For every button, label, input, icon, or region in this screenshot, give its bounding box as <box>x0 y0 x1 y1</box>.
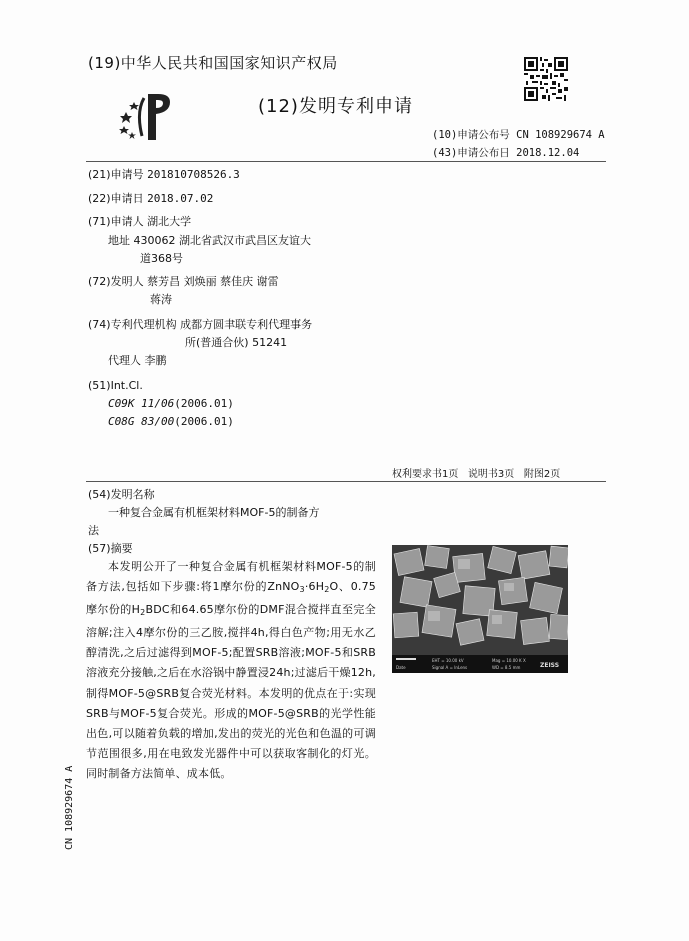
agent-label: 代理人 <box>108 354 141 367</box>
drawings-pages: 附图2页 <box>523 469 561 480</box>
abstract-part-4: BDC和64.65摩尔份的DMF混合搅拌直至完全溶解;注入4摩尔份的三乙胺,搅拌4h,得白色产物;用无水乙醇清洗,之后过滤得到MOF-5;配置SRB溶液;MOF-5和SRB溶液充分接触,之后在水浴锅中静置浸24h;过滤后干燥12h,制得MOF-5@SRB复合荧光材料。本发明的优点在于:实现SRB与MOF-5复合荧光。形成的MOF-5@SRB的光学性能出色,可以随着负载的增加,发出的荧光的光色和色温的可调节范围很多,用在电致发光器件中可以获取客制化的灯光。同时制备方法简单、成本低。 <box>86 603 376 780</box>
claims-pages: 权利要求书1页 <box>392 469 459 480</box>
agent: 李鹏 <box>144 354 167 367</box>
description-pages: 说明书3页 <box>467 469 515 480</box>
subscript-2b: 2 <box>140 608 146 618</box>
invention-title-line-2: 法 <box>88 524 99 537</box>
document-type: (12)发明专利申请 <box>258 96 413 117</box>
ipc-row-1 <box>108 395 234 413</box>
patent-office-title: (19)中华人民共和国国家知识产权局 <box>88 54 338 72</box>
ipc-year-1: (2006.01) <box>174 397 234 410</box>
address-line-1: 430062 湖北省武汉市武昌区友谊大 <box>133 234 311 247</box>
header-divider <box>86 161 606 162</box>
inventors-line-2: 蒋涛 <box>150 293 172 306</box>
qr-code-icon <box>524 57 568 101</box>
ipc-code-1: C09K 11/06 <box>108 397 175 410</box>
agency-line-1: 成都方圆聿联专利代理事务 <box>180 318 313 331</box>
inventors-label: (72)发明人 <box>88 275 144 288</box>
abstract-label: (57)摘要 <box>88 542 133 555</box>
sem-micrograph <box>392 545 568 673</box>
address-row <box>108 232 311 250</box>
agent-row <box>108 352 167 370</box>
abstract-part-3: O、0.75摩尔份的H <box>86 580 376 617</box>
publication-date-label: (43)申请公布日 <box>432 147 510 159</box>
invention-title-label: (54)发明名称 <box>88 488 155 501</box>
application-number: 201810708526.3 <box>147 168 240 181</box>
ipc-code-2: C08G 83/00 <box>108 415 175 428</box>
publication-date: 2018.12.04 <box>516 147 580 159</box>
ipc-row-2 <box>108 413 234 431</box>
address-label: 地址 <box>108 234 130 247</box>
application-date: 2018.07.02 <box>147 192 214 205</box>
application-date-row <box>88 190 213 208</box>
abstract-part-1: 本发明公开了一种复合金属有机框架材料MOF-5的制备方法,包括如下步骤:将1摩尔份的ZnNO <box>86 560 376 594</box>
applicant-row <box>88 213 191 231</box>
sem-caption-1: EHT = 10.00 kV <box>432 658 464 663</box>
side-publication-number: CN 108929674 A <box>64 765 75 850</box>
subscript-2a: 2 <box>324 585 330 595</box>
cnipa-logo <box>118 88 180 146</box>
application-date-label: (22)申请日 <box>88 192 144 205</box>
application-number-label: (21)申请号 <box>88 168 144 181</box>
subscript-3: 3 <box>299 585 305 595</box>
ipc-year-2: (2006.01) <box>174 415 234 428</box>
inventors-line-1: 蔡芳昌 刘焕丽 蔡佳庆 谢雷 <box>147 275 279 288</box>
sem-logo-mark: ZEISS <box>540 662 560 669</box>
agency-label: (74)专利代理机构 <box>88 318 177 331</box>
invention-title-line-1: 一种复合金属有机框架材料MOF-5的制备方 <box>108 506 320 519</box>
agency-line-2: 所(普通合伙) 51241 <box>185 336 288 349</box>
abstract-text <box>86 557 376 784</box>
abstract-part-2: ·6H <box>304 580 325 594</box>
publication-number-label: (10)申请公布号 <box>432 129 510 141</box>
pages-divider <box>86 481 606 482</box>
sem-image <box>392 545 568 673</box>
sem-caption-2: Signal A = InLens <box>432 665 468 670</box>
inventors-row <box>88 273 279 291</box>
sem-caption-3: Mag = 10.00 K X <box>492 658 526 663</box>
application-number-row <box>88 166 240 184</box>
publication-number: CN 108929674 A <box>516 129 605 141</box>
publication-number-row <box>432 127 605 142</box>
int-cl-label: (51)Int.Cl. <box>88 379 143 392</box>
publication-date-row <box>432 145 579 160</box>
address-line-2: 道368号 <box>140 252 183 265</box>
sem-caption-0: Date <box>396 665 406 670</box>
sem-scale-bar <box>396 658 416 660</box>
agency-row <box>88 316 312 334</box>
applicant: 湖北大学 <box>147 215 192 228</box>
pages-info <box>392 465 560 480</box>
applicant-label: (71)申请人 <box>88 215 144 228</box>
sem-caption-4: WD = 8.5 mm <box>492 665 521 670</box>
